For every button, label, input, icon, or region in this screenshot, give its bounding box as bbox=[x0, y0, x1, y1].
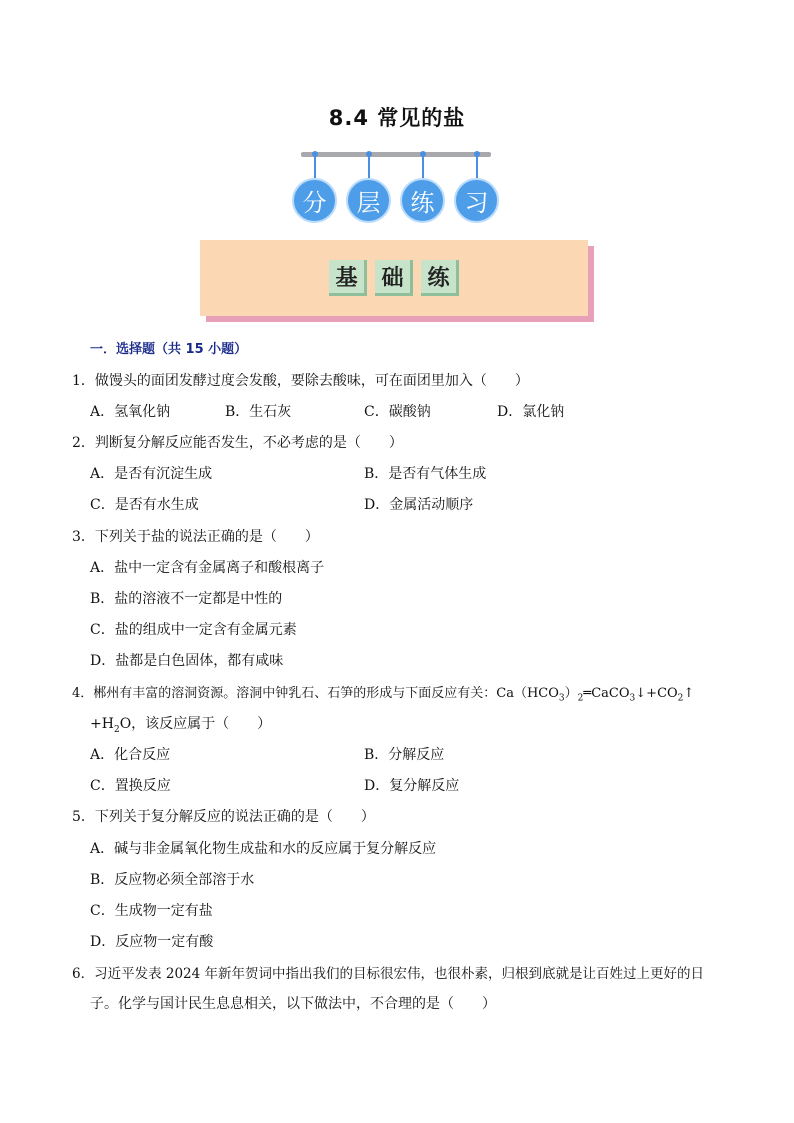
option-4c: C．置换反应 bbox=[90, 778, 171, 794]
option-4a: A．化合反应 bbox=[90, 747, 171, 763]
option-2c: C．是否有水生成 bbox=[90, 497, 199, 513]
option-5c: C．生成物一定有盐 bbox=[90, 903, 213, 919]
question-5: 5．下列关于复分解反应的说法正确的是（ ） bbox=[72, 809, 375, 825]
panel-char: 练 bbox=[421, 260, 459, 296]
option-3c: C．盐的组成中一定含有金属元素 bbox=[90, 622, 297, 638]
option-4d: D．复分解反应 bbox=[364, 778, 460, 794]
badge-char: 习 bbox=[454, 178, 499, 223]
hanger-knot bbox=[366, 151, 372, 157]
option-1a: A．氢氧化钠 bbox=[90, 404, 171, 420]
question-1: 1．做馒头的面团发酵过度会发酸，要除去酸味，可在面团里加入（ ） bbox=[72, 373, 529, 389]
option-2a: A．是否有沉淀生成 bbox=[90, 466, 213, 482]
option-5d: D．反应物一定有酸 bbox=[90, 934, 214, 950]
hanger-bar bbox=[301, 152, 491, 157]
option-1d: D．氯化钠 bbox=[497, 404, 565, 420]
question-6-cont: 子。化学与国计民生息息相关，以下做法中，不合理的是（ ） bbox=[90, 996, 496, 1012]
option-3b: B．盐的溶液不一定都是中性的 bbox=[90, 591, 283, 607]
page-title: 8.4 常见的盐 bbox=[328, 106, 466, 130]
question-2: 2．判断复分解反应能否发生，不必考虑的是（ ） bbox=[72, 435, 403, 451]
level-panel bbox=[200, 240, 588, 316]
question-6: 6．习近平发表 2024 年新年贺词中指出我们的目标很宏伟，也很朴素，归根到底就是让百姓过上更好的日 bbox=[72, 966, 705, 982]
question-4: 4．郴州有丰富的溶洞资源。溶洞中钟乳石、石笋的形成与下面反应有关：$Ca(HCO_3)_2═CaCO_3↓+CO_2↑$ bbox=[72, 686, 695, 704]
option-5a: A．碱与非金属氧化物生成盐和水的反应属于复分解反应 bbox=[90, 841, 437, 857]
question-4-cont: $+H_2O$，该反应属于（ ） bbox=[90, 716, 272, 735]
option-3a: A．盐中一定含有金属离子和酸根离子 bbox=[90, 560, 325, 576]
section-heading: 一．选择题（共 15 小题） bbox=[90, 342, 248, 357]
option-1c: C．碳酸钠 bbox=[364, 404, 431, 420]
badge-char: 分 bbox=[292, 178, 337, 223]
hanger-string bbox=[476, 154, 478, 180]
hanger-knot bbox=[474, 151, 480, 157]
badge-char: 层 bbox=[346, 178, 391, 223]
panel-char: 基 bbox=[329, 260, 367, 296]
option-3d: D．盐都是白色固体，都有咸味 bbox=[90, 653, 284, 669]
question-3: 3．下列关于盐的说法正确的是（ ） bbox=[72, 529, 319, 545]
option-4b: B．分解反应 bbox=[364, 747, 445, 763]
hanger-knot bbox=[420, 151, 426, 157]
hanger-string bbox=[314, 154, 316, 180]
hanger-string bbox=[368, 154, 370, 180]
hanger-knot bbox=[312, 151, 318, 157]
option-2b: B．是否有气体生成 bbox=[364, 466, 487, 482]
hanger-string bbox=[422, 154, 424, 180]
badge-char: 练 bbox=[400, 178, 445, 223]
panel-char: 础 bbox=[375, 260, 413, 296]
option-5b: B．反应物必须全部溶于水 bbox=[90, 872, 255, 888]
option-2d: D．金属活动顺序 bbox=[364, 497, 474, 513]
option-1b: B．生石灰 bbox=[225, 404, 292, 420]
